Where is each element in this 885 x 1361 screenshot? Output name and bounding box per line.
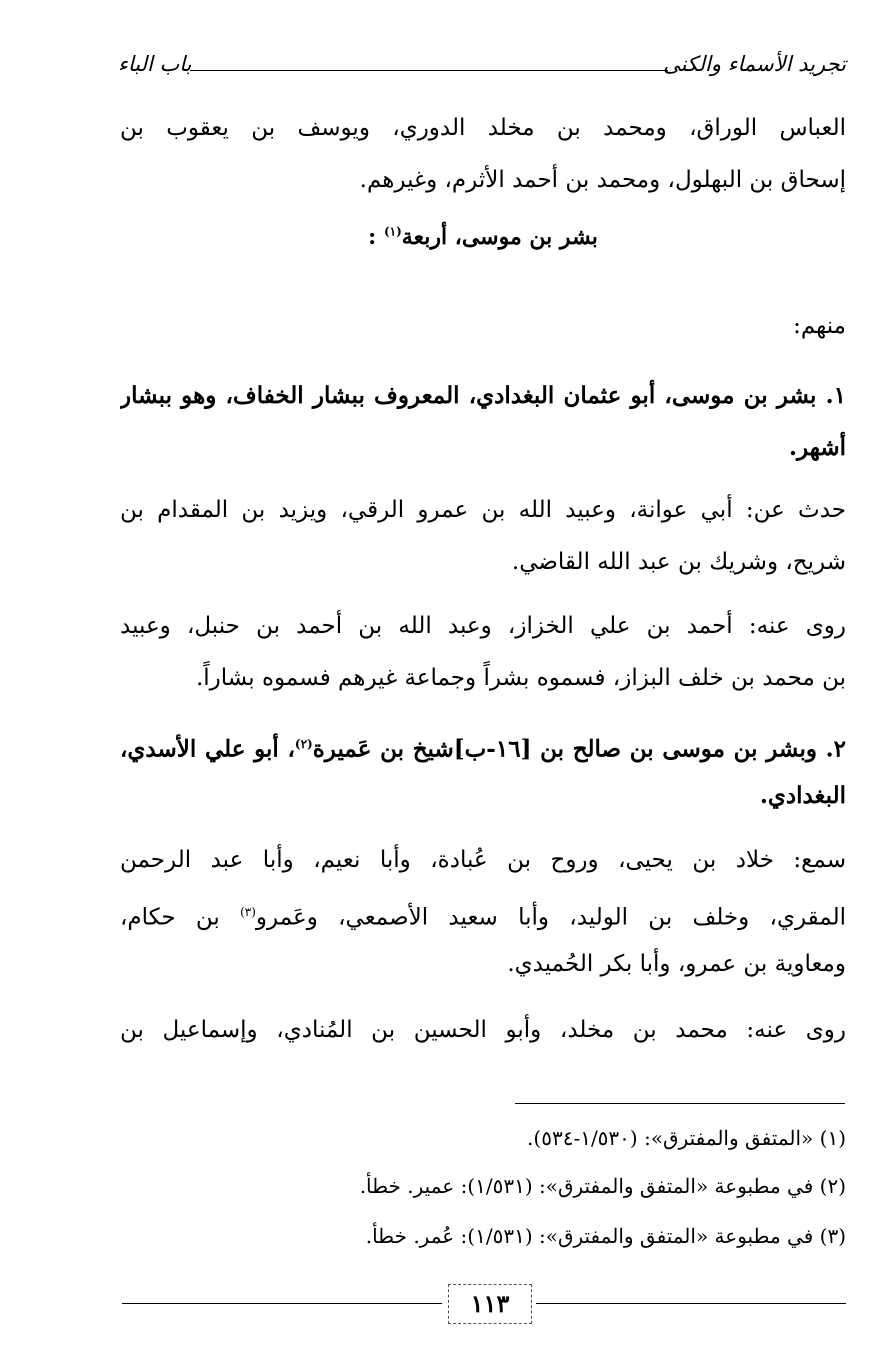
text-line: بن محمد بن خلف البزاز، فسموه بشراً وجماعة غيرهم فسموه بشاراً. (195, 665, 846, 691)
entry-1-narrated-from (120, 484, 846, 588)
page-number: ١١٣ (448, 1284, 532, 1324)
text-line: ١. بشر بن موسى، أبو عثمان البغدادي، المعروف ببشار الخفاف، وهو ببشار (120, 382, 846, 409)
text-line: منهم: (793, 313, 846, 339)
text-line: روى عنه: محمد بن مخلد، وأبو الحسين بن المُنادي، وإسماعيل بن (120, 1017, 846, 1043)
footnote-3: (٣) في مطبوعة «المتفق والمفترق»: (١/٥٣١): عُمر. خطأ. (365, 1224, 846, 1248)
text-segment: المقري، وخلف بن الوليد، وأبا سعيد الأصمعي، وعَمرو (255, 904, 846, 931)
text-line (120, 886, 846, 938)
footer-rule-right (536, 1303, 846, 1304)
footer-rule-left (122, 1303, 442, 1304)
text-segment: ، أبو علي الأسدي، (120, 735, 295, 763)
intro-line (120, 300, 846, 352)
section-heading (120, 224, 846, 250)
text-line: إسحاق بن البهلول، ومحمد بن أحمد الأثرم، وغيرهم. (359, 167, 846, 193)
text-line: شريح، وشريك بن عبد الله القاضي. (511, 549, 846, 575)
footnote-ref: (١) (383, 224, 402, 239)
text-line: أشهر. (789, 434, 846, 461)
text-segment: ٢. وبشر بن موسى بن صالح بن [١٦-ب]شيخ بن عَميرة (312, 735, 846, 763)
footnote-ref: (٣) (240, 905, 256, 919)
text-line (120, 718, 846, 770)
text-line: سمع: خلاد بن يحيى، وروح بن عُبادة، وأبا نعيم، وأبا عبد الرحمن (120, 847, 846, 873)
footnote-rule (515, 1103, 845, 1104)
footnote-1: (١) «المتفق والمفترق»: (١/٥٣٠-٥٣٤). (527, 1126, 846, 1150)
chapter-title: باب الباء (118, 52, 192, 76)
text-line: ومعاوية بن عمرو، وأبا بكر الحُميدي. (507, 951, 846, 977)
entry-2-narrated-by (120, 1004, 846, 1056)
text-line: حدث عن: أبي عوانة، وعبيد الله بن عمرو الرقي، ويزيد بن المقدام بن (120, 497, 846, 523)
running-header (118, 48, 846, 84)
footnote-ref: (٢) (294, 737, 313, 751)
entry-1-narrated-by (120, 600, 846, 704)
section-heading-colon: : (368, 224, 377, 250)
text-line: البغدادي. (759, 782, 846, 809)
entry-1-title (120, 370, 846, 474)
entry-2-heard-from (120, 834, 846, 990)
continuation-paragraph (120, 102, 846, 206)
text-line: العباس الوراق، ومحمد بن مخلد الدوري، ويوسف بن يعقوب بن (120, 115, 846, 141)
section-heading-text: بشر بن موسى، أربعة (401, 224, 598, 250)
text-segment: بن حكام، (120, 904, 241, 931)
entry-2-title (120, 718, 846, 822)
footnote-2: (٢) في مطبوعة «المتفق والمفترق»: (١/٥٣١): عمير. خطأ. (359, 1174, 846, 1198)
text-line: روى عنه: أحمد بن علي الخزاز، وعبد الله بن أحمد بن حنبل، وعبيد (120, 613, 846, 639)
header-rule (190, 70, 668, 71)
book-title: تجريد الأسماء والكنى (663, 52, 846, 76)
